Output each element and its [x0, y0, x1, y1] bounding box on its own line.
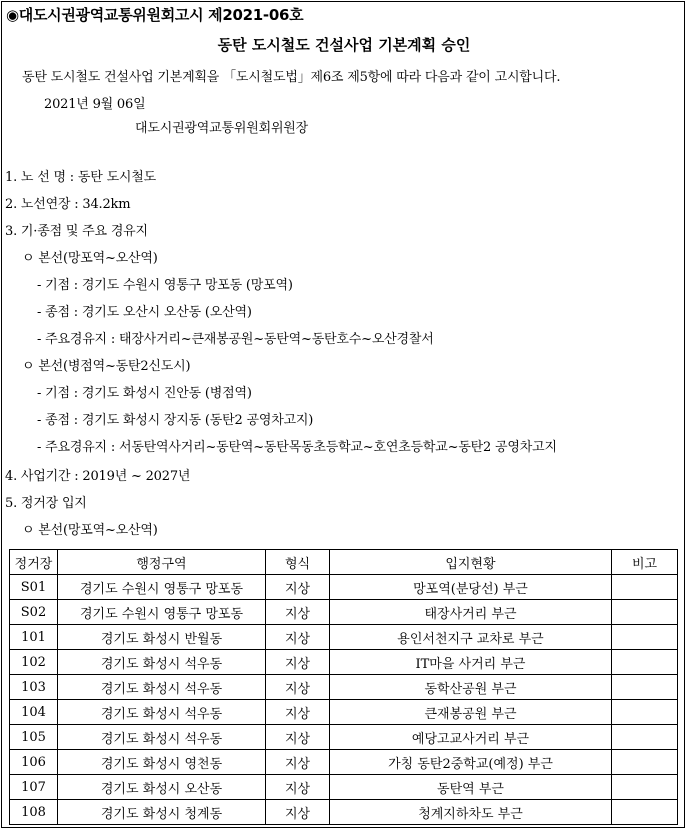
table-row: [10, 700, 678, 725]
line-length: 2. 노선연장 : 34.2km: [5, 197, 131, 212]
header-district: 행정구역: [58, 550, 266, 575]
cell-type: 지상: [266, 575, 330, 600]
cell-district: 경기도 화성시 청계동: [58, 800, 266, 825]
table-row: [10, 625, 678, 650]
cell-type: 지상: [266, 650, 330, 675]
cell-type: 지상: [266, 625, 330, 650]
cell-district: 경기도 화성시 석우동: [58, 700, 266, 725]
table-row: [10, 575, 678, 600]
route1-via: - 주요경유지 : 태장사거리~큰재봉공원~동탄역~동탄호수~오산경찰서: [37, 332, 434, 347]
cell-type: 지상: [266, 775, 330, 800]
station-table: [9, 549, 678, 825]
cell-location: 가칭 동탄2중학교(예정) 부근: [330, 750, 612, 775]
cell-location: 예당고교사거리 부근: [330, 725, 612, 750]
project-period: 4. 사업기간 : 2019년 ~ 2027년: [5, 469, 191, 484]
cell-district: 경기도 화성시 석우동: [58, 650, 266, 675]
cell-remarks: [612, 575, 678, 600]
route-header: 3. 기·종점 및 주요 경유지: [5, 224, 148, 239]
cell-type: 지상: [266, 750, 330, 775]
cell-type: 지상: [266, 800, 330, 825]
cell-station-id: 104: [10, 700, 58, 725]
cell-station-id: S02: [10, 600, 58, 625]
line-name: 1. 노 선 명 : 동탄 도시철도: [5, 170, 156, 185]
table-row: [10, 600, 678, 625]
cell-location: 망포역(분당선) 부근: [330, 575, 612, 600]
cell-type: 지상: [266, 600, 330, 625]
header-station: 정거장: [10, 550, 58, 575]
cell-type: 지상: [266, 700, 330, 725]
cell-district: 경기도 화성시 석우동: [58, 675, 266, 700]
notice-date: 2021년 9월 06일: [44, 97, 146, 112]
cell-station-id: 106: [10, 750, 58, 775]
table-row: [10, 800, 678, 825]
table-row: [10, 725, 678, 750]
table-row: [10, 675, 678, 700]
cell-remarks: [612, 700, 678, 725]
stations-sub: ㅇ 본선(망포역~오산역): [22, 523, 158, 538]
cell-district: 경기도 화성시 반월동: [58, 625, 266, 650]
header-location: 입지현황: [330, 550, 612, 575]
table-row: [10, 750, 678, 775]
cell-district: 경기도 화성시 영천동: [58, 750, 266, 775]
issuer: 대도시권광역교통위원회위원장: [135, 121, 309, 136]
cell-remarks: [612, 725, 678, 750]
header-type: 형식: [266, 550, 330, 575]
cell-remarks: [612, 650, 678, 675]
route1-end: - 종점 : 경기도 오산시 오산동 (오산역): [37, 305, 252, 320]
cell-remarks: [612, 675, 678, 700]
cell-location: 동탄역 부근: [330, 775, 612, 800]
route1-start: - 기점 : 경기도 수원시 영통구 망포동 (망포역): [37, 278, 293, 293]
cell-station-id: 103: [10, 675, 58, 700]
cell-remarks: [612, 800, 678, 825]
header-remarks: 비고: [612, 550, 678, 575]
cell-district: 경기도 수원시 영통구 망포동: [58, 600, 266, 625]
cell-district: 경기도 화성시 오산동: [58, 775, 266, 800]
cell-district: 경기도 수원시 영통구 망포동: [58, 575, 266, 600]
table-row: [10, 650, 678, 675]
cell-location: 청계지하차도 부근: [330, 800, 612, 825]
route1-header: ㅇ 본선(망포역~오산역): [22, 251, 158, 266]
cell-station-id: 108: [10, 800, 58, 825]
cell-location: 큰재봉공원 부근: [330, 700, 612, 725]
cell-station-id: S01: [10, 575, 58, 600]
cell-remarks: [612, 625, 678, 650]
cell-type: 지상: [266, 725, 330, 750]
intro-text: 동탄 도시철도 건설사업 기본계획을 「도시철도법」제6조 제5항에 따라 다음과 같이 고시합니다.: [22, 70, 561, 85]
cell-station-id: 107: [10, 775, 58, 800]
stations-header: 5. 정거장 입지: [5, 496, 87, 511]
cell-type: 지상: [266, 675, 330, 700]
route2-end: - 종점 : 경기도 화성시 장지동 (동탄2 공영차고지): [37, 413, 314, 428]
notice-title: 동탄 도시철도 건설사업 기본계획 승인: [217, 36, 471, 54]
route2-header: ㅇ 본선(병점역~동탄2신도시): [22, 359, 191, 374]
cell-location: IT마을 사거리 부근: [330, 650, 612, 675]
cell-remarks: [612, 775, 678, 800]
table-row: [10, 775, 678, 800]
cell-remarks: [612, 750, 678, 775]
cell-station-id: 105: [10, 725, 58, 750]
cell-location: 동학산공원 부근: [330, 675, 612, 700]
notice-number: ◉대도시권광역교통위원회고시 제2021-06호: [6, 6, 304, 24]
route2-via: - 주요경유지 : 서동탄역사거리~동탄역~동탄목동초등학교~호연초등학교~동탄2 공영차고지: [37, 440, 557, 455]
table-header-row: [10, 550, 678, 575]
cell-district: 경기도 화성시 석우동: [58, 725, 266, 750]
cell-station-id: 102: [10, 650, 58, 675]
cell-station-id: 101: [10, 625, 58, 650]
cell-remarks: [612, 600, 678, 625]
cell-location: 용인서천지구 교차로 부근: [330, 625, 612, 650]
route2-start: - 기점 : 경기도 화성시 진안동 (병점역): [37, 386, 252, 401]
cell-location: 태장사거리 부근: [330, 600, 612, 625]
